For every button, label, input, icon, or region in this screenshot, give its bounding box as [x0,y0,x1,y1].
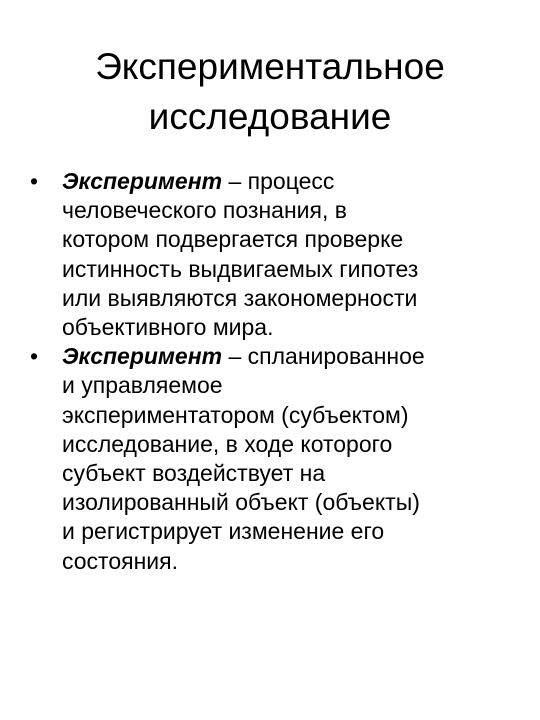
bullet-2-line-5: субъект воздействует на [62,460,326,487]
bullet-1-first-line [62,167,520,196]
bullet-2-first-line [62,342,520,371]
slide-title [0,42,540,142]
title-line-1: Экспериментальное [95,46,445,87]
bullet-2-line-3: экспериментатором (субъектом) [62,401,409,428]
bullet-item-2 [30,342,520,576]
bullet-1-term: Эксперимент [62,168,223,194]
bullet-1-line-2: человеческого познания, в [62,197,347,224]
bullet-marker: • [30,343,39,370]
bullet-2-line-6: изолированный объект (объекты) [62,489,420,516]
bullet-marker: • [30,168,39,194]
bullet-1-line-6: объективного мира. [62,314,274,341]
bullet-1-line-5: или выявляются закономерности [62,284,418,311]
title-line-2: исследование [148,96,392,137]
bullet-1-line-4: истинность выдвигаемых гипотез [62,255,419,282]
bullet-1-lead: – процесс [222,168,335,194]
bullet-2-term: Эксперимент [62,343,223,370]
bullet-2-line-4: исследование, в ходе которого [62,430,393,457]
bullet-2-lead: – спланированное [222,343,425,370]
bullet-1-line-3: котором подвергается проверке [62,226,404,253]
bullet-2-line-2: и управляемое [62,372,223,399]
bullet-2-line-7: и регистрирует изменение его [62,518,385,545]
bullet-2-line-8: состояния. [62,547,178,574]
bullet-list [30,167,520,576]
bullet-item-1 [30,167,520,342]
